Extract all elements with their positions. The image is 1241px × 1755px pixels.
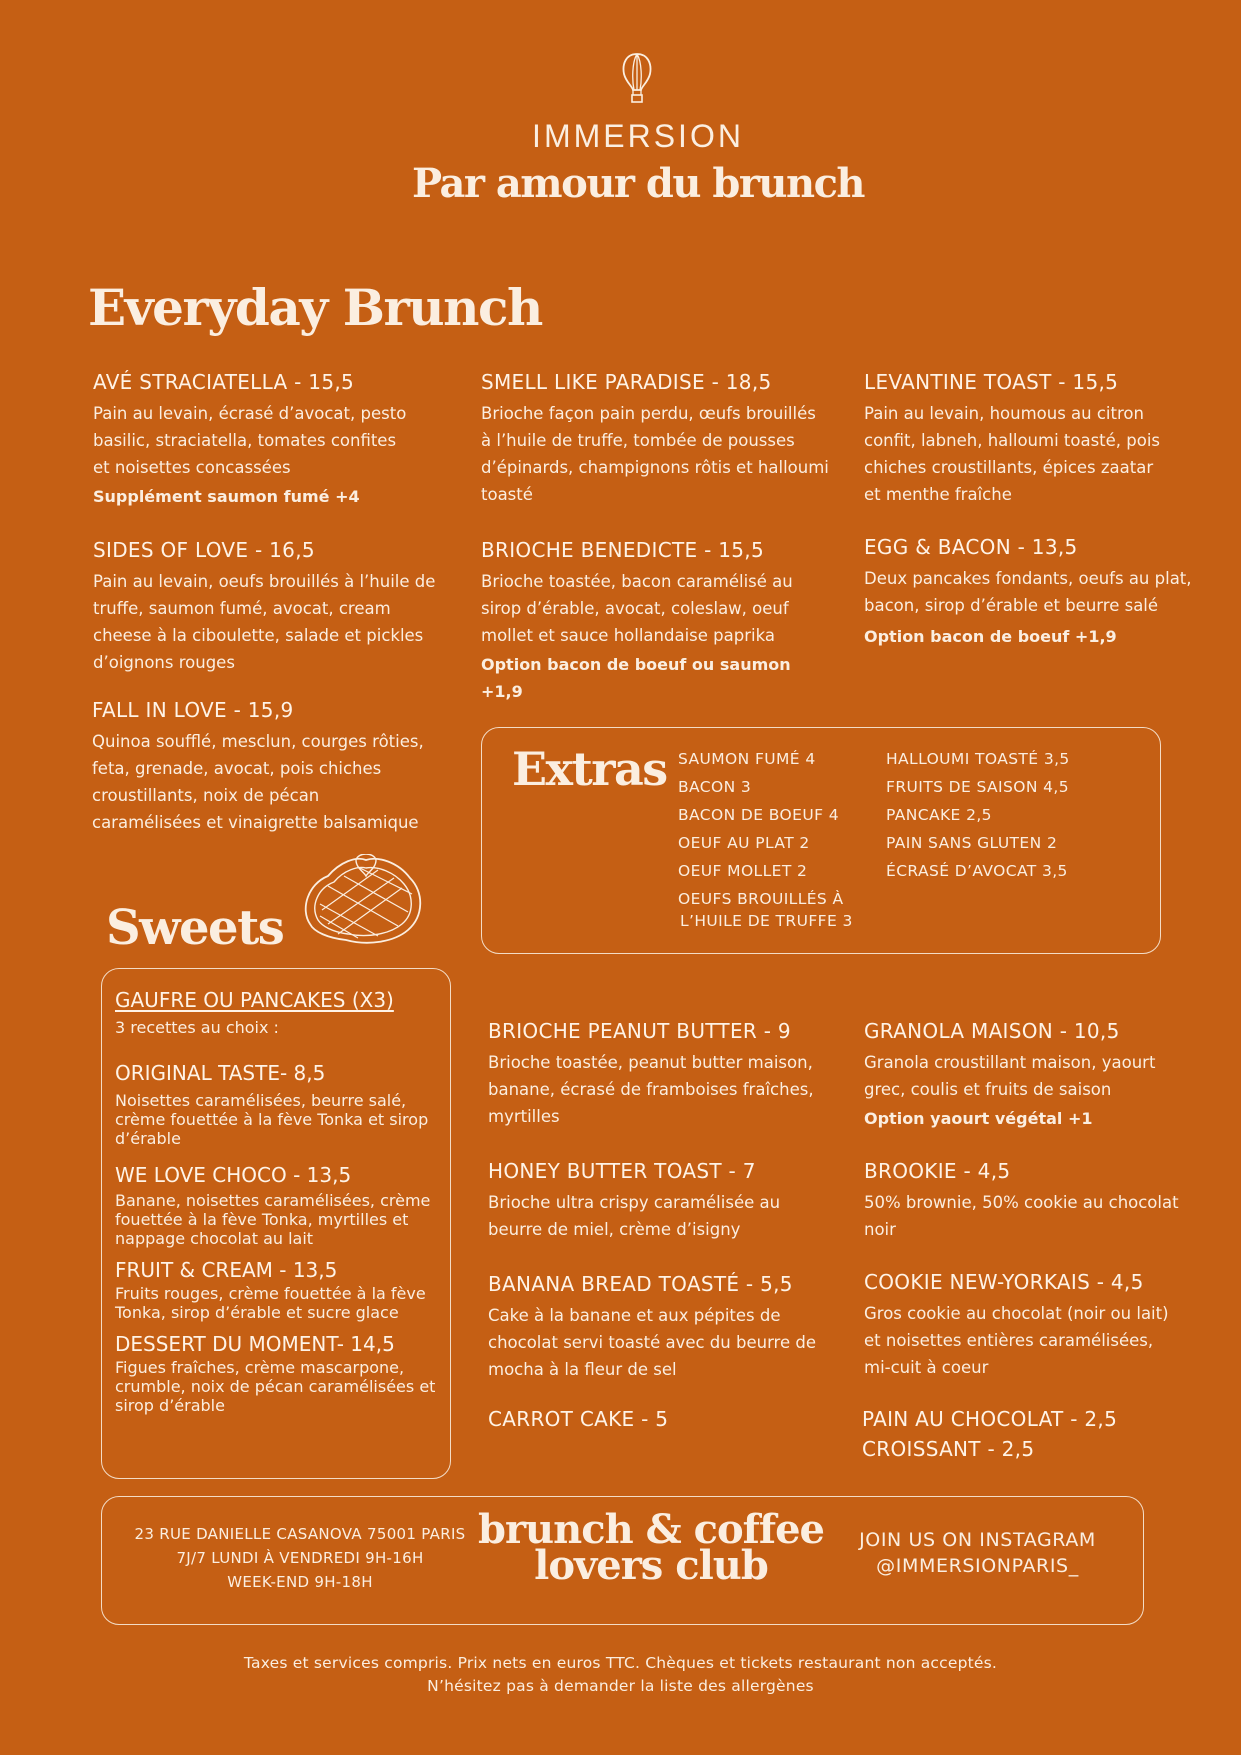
legal-line-1: Taxes et services compris. Prix nets en euros TTC. Chèques et tickets restaurant non acceptés. xyxy=(243,1654,998,1672)
sweet-description: Noisettes caramélisées, beurre salé, crème fouettée à la fève Tonka et sirop d’érable xyxy=(115,1091,429,1148)
item-name: BRIOCHE BENEDICTE - 15,5 xyxy=(481,538,764,562)
instagram-line-1: JOIN US ON INSTAGRAM xyxy=(859,1529,1096,1551)
item-name: CROISSANT - 2,5 xyxy=(862,1437,1035,1461)
extra-item: OEUF AU PLAT 2 xyxy=(678,834,810,852)
item-name: EGG & BACON - 13,5 xyxy=(864,535,1078,559)
extra-item: BACON DE BOEUF 4 xyxy=(678,806,839,824)
club-line-1: brunch & coffee xyxy=(478,1506,824,1553)
hours-weekend: WEEK-END 9H-18H xyxy=(227,1573,373,1591)
item-option: Option bacon de boeuf +1,9 xyxy=(864,627,1117,646)
extra-item: SAUMON FUMÉ 4 xyxy=(678,750,816,768)
address: 23 RUE DANIELLE CASANOVA 75001 PARIS xyxy=(134,1525,466,1543)
item-description: 50% brownie, 50% cookie au chocolat noir xyxy=(864,1193,1179,1239)
extra-item: L’HUILE DE TRUFFE 3 xyxy=(680,912,853,930)
item-description: Brioche toastée, bacon caramélisé au sirop d’érable, avocat, coleslaw, oeuf mollet et sauce hollandaise paprika xyxy=(481,572,793,645)
item-option: Option yaourt végétal +1 xyxy=(864,1109,1093,1128)
item-name: SIDES OF LOVE - 16,5 xyxy=(93,538,315,562)
menu-item xyxy=(864,1019,1214,1132)
extra-item: FRUITS DE SAISON 4,5 xyxy=(886,778,1070,796)
hours-week: 7J/7 LUNDI À VENDREDI 9H-16H xyxy=(176,1549,424,1567)
extra-item: PAIN SANS GLUTEN 2 xyxy=(886,834,1058,852)
sweets-title: Sweets xyxy=(106,900,284,956)
waffle-icon xyxy=(298,854,428,944)
menu-item xyxy=(488,1272,838,1383)
extra-item: BACON 3 xyxy=(678,778,752,796)
item-name: HONEY BUTTER TOAST - 7 xyxy=(488,1159,756,1183)
box-subtitle: 3 recettes au choix : xyxy=(115,1018,279,1037)
tagline: Par amour du brunch xyxy=(411,160,865,207)
item-name: SMELL LIKE PARADISE - 18,5 xyxy=(481,370,772,394)
extras-title: Extras xyxy=(512,742,667,796)
item-description: Quinoa soufflé, mesclun, courges rôties, feta, grenade, avocat, pois chiches croustillants, noix de pécan caramélisées et vinaigrette balsamique xyxy=(92,732,424,832)
everyday-brunch-title: Everyday Brunch xyxy=(88,278,542,337)
item-name: GRANOLA MAISON - 10,5 xyxy=(864,1019,1120,1043)
item-option: Supplément saumon fumé +4 xyxy=(93,487,360,506)
sweet-name: WE LOVE CHOCO - 13,5 xyxy=(115,1163,352,1187)
sweet-name: FRUIT & CREAM - 13,5 xyxy=(115,1258,338,1282)
menu-item xyxy=(488,1159,838,1243)
instagram-handle[interactable]: @IMMERSIONPARIS_ xyxy=(876,1555,1079,1577)
legal-line-2: N’hésitez pas à demander la liste des allergènes xyxy=(427,1677,814,1695)
item-name: LEVANTINE TOAST - 15,5 xyxy=(864,370,1119,394)
menu-item xyxy=(488,1407,838,1437)
extra-item: OEUF MOLLET 2 xyxy=(678,862,808,880)
item-name: FALL IN LOVE - 15,9 xyxy=(92,698,294,722)
menu-item xyxy=(862,1407,1212,1467)
waffle-pancake-content xyxy=(115,988,445,1415)
legal-notice xyxy=(0,1652,1241,1698)
extra-item: PANCAKE 2,5 xyxy=(886,806,992,824)
item-name: COOKIE NEW-YORKAIS - 4,5 xyxy=(864,1270,1144,1294)
menu-item xyxy=(864,370,1214,508)
item-description: Granola croustillant maison, yaourt grec, coulis et fruits de saison xyxy=(864,1053,1156,1099)
menu-item xyxy=(92,698,442,836)
brand-name: IMMERSION xyxy=(532,118,744,154)
club-logo xyxy=(476,1506,826,1589)
address-hours xyxy=(120,1522,480,1594)
item-description: Pain au levain, houmous au citron confit, labneh, halloumi toasté, pois chiches croustillants, épices zaatar et menthe fraîche xyxy=(864,404,1161,504)
menu-item xyxy=(864,535,1214,650)
sweet-description: Fruits rouges, crème fouettée à la fève Tonka, sirop d’érable et sucre glace xyxy=(115,1284,426,1322)
item-description: Cake à la banane et aux pépites de chocolat servi toasté avec du beurre de mocha à la fleur de sel xyxy=(488,1306,817,1379)
menu-item xyxy=(864,1159,1214,1243)
extras-list-right xyxy=(886,745,1070,885)
hot-air-balloon-icon xyxy=(620,52,654,104)
sweet-description: Banane, noisettes caramélisées, crème fouettée à la fève Tonka, myrtilles et nappage chocolat au lait xyxy=(115,1191,431,1248)
sweet-description: Figues fraîches, crème mascarpone, crumble, noix de pécan caramélisées et sirop d’érable xyxy=(115,1358,436,1415)
item-name: PAIN AU CHOCOLAT - 2,5 xyxy=(862,1407,1118,1431)
instagram-callout xyxy=(830,1527,1125,1579)
extra-item: ÉCRASÉ D’AVOCAT 3,5 xyxy=(886,862,1068,880)
item-name: AVÉ STRACIATELLA - 15,5 xyxy=(93,370,355,394)
menu-item xyxy=(93,538,443,676)
item-name: CARROT CAKE - 5 xyxy=(488,1407,669,1431)
menu-item xyxy=(864,1270,1214,1381)
extra-item: HALLOUMI TOASTÉ 3,5 xyxy=(886,750,1070,768)
item-name: BRIOCHE PEANUT BUTTER - 9 xyxy=(488,1019,791,1043)
item-name: BROOKIE - 4,5 xyxy=(864,1159,1011,1183)
item-description: Pain au levain, oeufs brouillés à l’huile de truffe, saumon fumé, avocat, cream cheese à la ciboulette, salade et pickles d’oignons rouges xyxy=(93,572,436,672)
sweet-name: DESSERT DU MOMENT- 14,5 xyxy=(115,1332,395,1356)
item-description: Deux pancakes fondants, oeufs au plat, bacon, sirop d’érable et beurre salé xyxy=(864,569,1192,615)
menu-item xyxy=(93,370,443,510)
club-line-2: lovers club xyxy=(534,1542,768,1589)
item-name: BANANA BREAD TOASTÉ - 5,5 xyxy=(488,1272,793,1296)
menu-item xyxy=(481,538,831,705)
item-description: Brioche toastée, peanut butter maison, banane, écrasé de framboises fraîches, myrtilles xyxy=(488,1053,814,1126)
item-description: Gros cookie au chocolat (noir ou lait) et noisettes entières caramélisées, mi-cuit à coeur xyxy=(864,1304,1169,1377)
item-description: Brioche façon pain perdu, œufs brouillés à l’huile de truffe, tombée de pousses d’épinards, champignons rôtis et halloumi toasté xyxy=(481,404,829,504)
item-option: Option bacon de boeuf ou saumon +1,9 xyxy=(481,655,791,701)
box-title: GAUFRE OU PANCAKES (X3) xyxy=(115,988,394,1012)
menu-item xyxy=(481,370,831,508)
sweet-name: ORIGINAL TASTE- 8,5 xyxy=(115,1061,326,1085)
item-description: Brioche ultra crispy caramélisée au beurre de miel, crème d’isigny xyxy=(488,1193,781,1239)
extras-list-left xyxy=(678,745,853,932)
item-description: Pain au levain, écrasé d’avocat, pesto basilic, straciatella, tomates confites et noisettes concassées xyxy=(93,404,407,477)
extra-item: OEUFS BROUILLÉS À xyxy=(678,890,844,908)
menu-item xyxy=(488,1019,838,1130)
